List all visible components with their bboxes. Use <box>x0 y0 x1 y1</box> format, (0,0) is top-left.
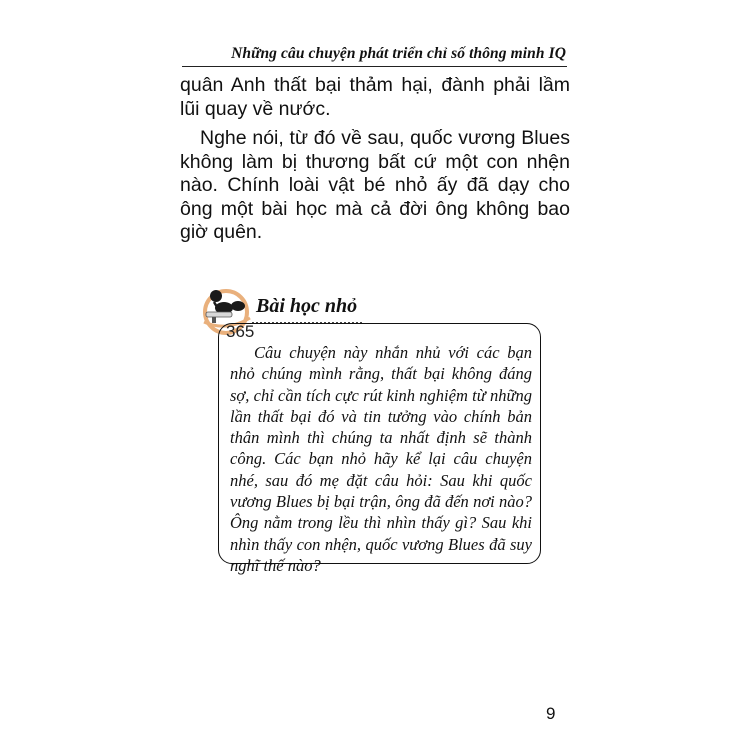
page-number: 9 <box>546 704 556 723</box>
lesson-text: Câu chuyện này nhắn nhủ với các bạn nhỏ chúng mình rằng, thất bại không đáng sợ, chỉ cần tích cực rút kinh nghiệm từ những lần thất bại đó và tin tưởng vào chính bản thân mình thì chúng ta nhất định sẽ thành công. Các bạn nhỏ hãy kể lại câu chuyện nhé, sau đó mẹ đặt câu hỏi: Sau khi quốc vương Blues bị bại trận, ông đã đến nơi nào? Ông nằm trong lều thì nhìn thấy gì? Sau khi nhìn thấy con nhện, quốc vương Blues đã suy nghĩ thế nào? <box>230 343 532 575</box>
lesson-title: Bài học nhỏ <box>256 295 358 317</box>
body-paragraph: quân Anh thất bại thảm hại, đành phải lầm lũi quay về nước. <box>180 74 570 120</box>
emblem-number: 365 <box>226 322 255 341</box>
body-paragraph: Nghe nói, từ đó về sau, quốc vương Blues không làm bị thương bất cứ một con nhện nào. Chính loài vật bé nhỏ ấy đã dạy cho ông một bài học mà cả đời ông không bao giờ quên. <box>180 127 570 243</box>
body-text <box>180 74 570 245</box>
header-rule <box>182 66 567 67</box>
running-header: Những câu chuyện phát triển chỉ số thông minh IQ <box>231 45 566 62</box>
